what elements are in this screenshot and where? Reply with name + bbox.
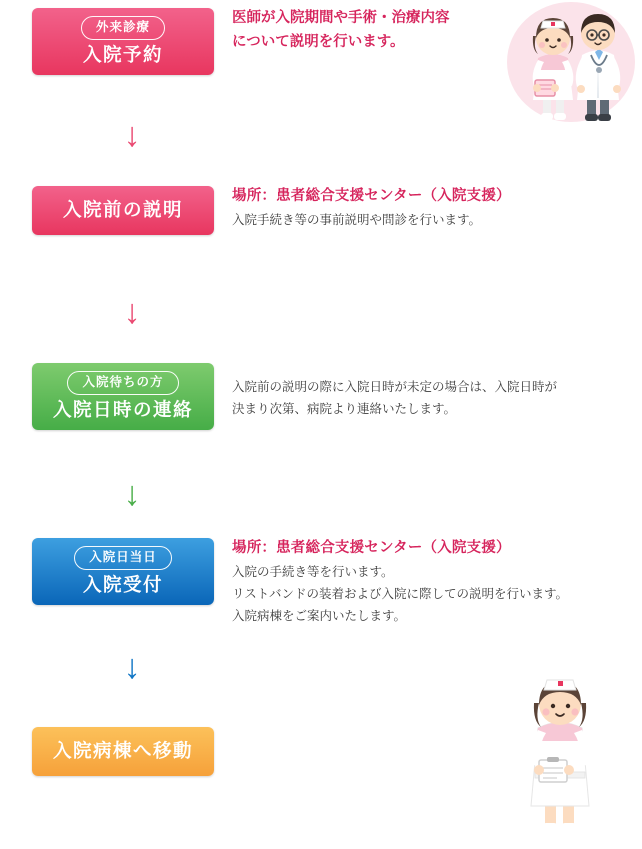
flow-step-4-badge-sub: 入院日当日 [74,546,172,570]
flow-step-2-badge-main: 入院前の説明 [62,199,183,220]
flow-step-4-heading: 場所：患者総合支援センター（入院支援） [232,540,511,556]
flow-step-4-text [232,538,642,627]
flow-step-3-text [232,363,642,421]
flow-step-3-badge-col [0,363,232,430]
flow-step-4-line-3: 入院病棟をご案内いたします。 [232,608,407,623]
flow-step-4-line-1: 入院の手続き等を行います。 [232,564,394,579]
flow-step-3-badge-sub: 入院待ちの方 [67,371,178,395]
flow-arrow-3 [0,477,232,511]
flow-arrow-2 [0,295,232,329]
flow-arrow-1 [0,118,232,152]
flow-step-3-line-2: 決まり次第、病院より連絡いたします。 [232,401,457,416]
flow-step-2-line-1: 入院手続き等の事前説明や問診を行います。 [232,212,482,227]
flow-step-4-badge-col [0,538,232,605]
flow-step-2-text [232,186,642,232]
flow-step-5-badge-main: 入院病棟へ移動 [52,740,193,761]
flow-step-1-badge-col [0,8,232,75]
doctors-illustration [505,0,635,125]
flow-step-3 [0,363,642,430]
flow-step-1-badge [32,8,214,75]
flow-step-4-badge-main: 入院受付 [82,573,163,595]
flow-step-5-badge [32,727,214,776]
down-arrow-icon: ↓ [123,475,141,513]
flow-step-4 [0,538,642,627]
flow-step-2 [0,186,642,235]
flow-step-1-badge-main: 入院予約 [82,43,163,65]
flow-step-1-badge-sub: 外来診療 [81,16,165,40]
down-arrow-icon: ↓ [123,116,141,154]
flow-step-2-badge [32,186,214,235]
flow-step-3-badge-main: 入院日時の連絡 [52,398,193,420]
flow-step-4-badge [32,538,214,605]
flow-step-4-line-2: リストバンドの装着および入院に際しての説明を行います。 [232,586,569,601]
flow-arrow-4 [0,650,232,684]
flow-step-1-line-1: 医師が入院期間や手術・治療内容 [232,10,450,26]
flow-step-2-heading: 場所：患者総合支援センター（入院支援） [232,188,511,204]
down-arrow-icon: ↓ [123,648,141,686]
nurse-illustration [505,660,615,840]
flow-step-3-line-1: 入院前の説明の際に入院日時が未定の場合は、入院日時が [232,380,558,394]
flow-step-5-badge-col [0,727,232,776]
flow-step-2-badge-col [0,186,232,235]
flow-step-3-badge [32,363,214,430]
down-arrow-icon: ↓ [123,293,141,331]
flow-step-1-line-2: について説明を行います。 [232,33,405,50]
